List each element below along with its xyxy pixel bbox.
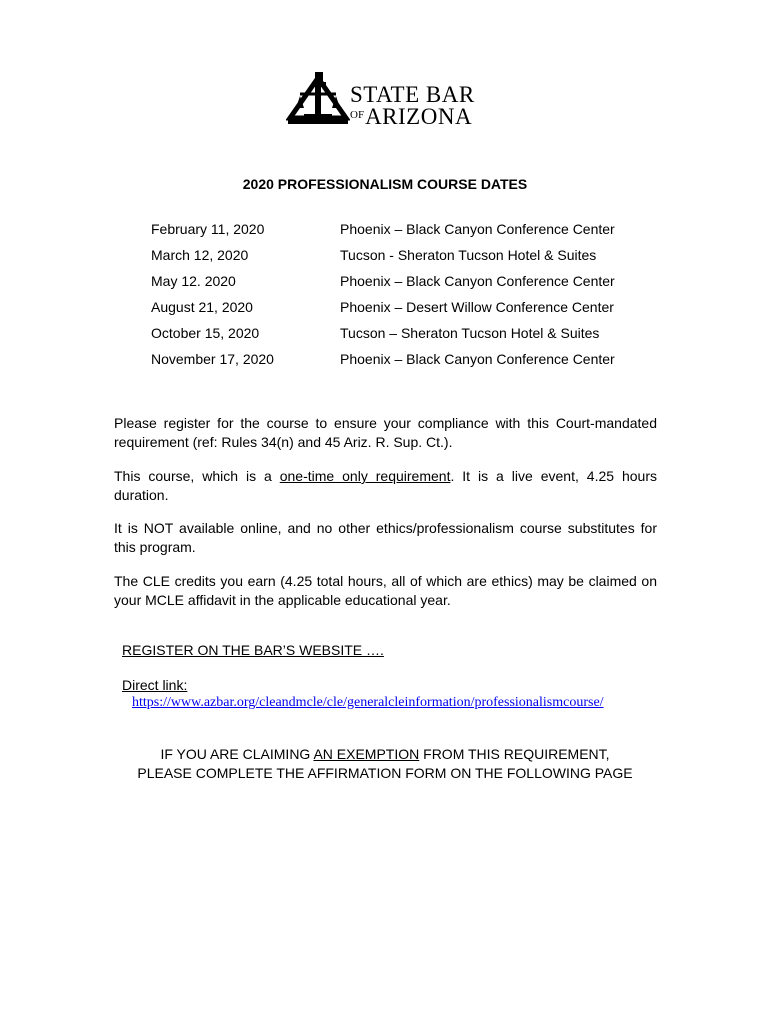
register-paragraph: Please register for the course to ensure your compliance with this Court-mandated requirement (ref: Rules 34(n) and 45 Ariz. R. Sup. Ct.). — [114, 415, 657, 450]
course-location: Tucson - Sheraton Tucson Hotel & Suites — [340, 247, 597, 263]
course-date: March 12, 2020 — [151, 247, 249, 263]
date-row — [151, 246, 671, 272]
page-title: 2020 PROFESSIONALISM COURSE DATES — [242, 176, 528, 192]
availability-paragraph: It is NOT available online, and no other ethics/professionalism course substitutes for this program. — [114, 520, 657, 555]
requirement-text-pre: This course, which is a — [114, 468, 280, 484]
date-row — [151, 220, 671, 246]
logo-arizona: ARIZONA — [365, 104, 473, 129]
course-location: Phoenix – Desert Willow Conference Center — [340, 299, 614, 315]
register-heading: REGISTER ON THE BAR’S WEBSITE …. — [122, 642, 384, 658]
requirement-paragraph — [114, 467, 657, 505]
credits-paragraph: The CLE credits you earn (4.25 total hours, all of which are ethics) may be claimed on your MCLE affidavit in the applicable educational year. — [114, 573, 657, 608]
state-bar-logo — [286, 70, 486, 130]
requirement-emphasis: one-time only requirement — [279, 468, 451, 484]
course-date: May 12. 2020 — [151, 273, 236, 289]
course-dates-list — [151, 220, 671, 376]
course-location: Tucson – Sheraton Tucson Hotel & Suites — [340, 325, 600, 341]
course-location: Phoenix – Black Canyon Conference Center — [340, 351, 615, 367]
course-date: August 21, 2020 — [151, 299, 253, 315]
requirement-text-post: . It is a live event, 4.25 hours duration. — [114, 468, 657, 503]
direct-link-label: Direct link: — [122, 677, 188, 693]
exemption-line1-post: FROM THIS REQUIREMENT, — [419, 746, 610, 762]
exemption-line2: PLEASE COMPLETE THE AFFIRMATION FORM ON THE FOLLOWING PAGE — [137, 765, 633, 781]
logo-of: OF — [350, 109, 365, 121]
course-date: February 11, 2020 — [151, 221, 265, 237]
direct-link-url[interactable]: https://www.azbar.org/cleandmcle/cle/generalcleinformation/professionalismcourse/ — [132, 695, 604, 710]
date-row — [151, 350, 671, 376]
course-date: November 17, 2020 — [151, 351, 274, 367]
exemption-emphasis: AN EXEMPTION — [313, 746, 420, 762]
date-row — [151, 298, 671, 324]
exemption-notice — [0, 745, 770, 783]
course-date: October 15, 2020 — [151, 325, 260, 341]
registered-mark: ® — [341, 116, 347, 125]
date-row — [151, 272, 671, 298]
exemption-line1-pre: IF YOU ARE CLAIMING — [160, 746, 314, 762]
logo-line1: STATE BAR — [350, 82, 475, 107]
course-location: Phoenix – Black Canyon Conference Center — [340, 273, 615, 289]
logo-line2 — [350, 106, 472, 132]
course-location: Phoenix – Black Canyon Conference Center — [340, 221, 615, 237]
exemption-line1 — [0, 745, 770, 764]
date-row — [151, 324, 671, 350]
